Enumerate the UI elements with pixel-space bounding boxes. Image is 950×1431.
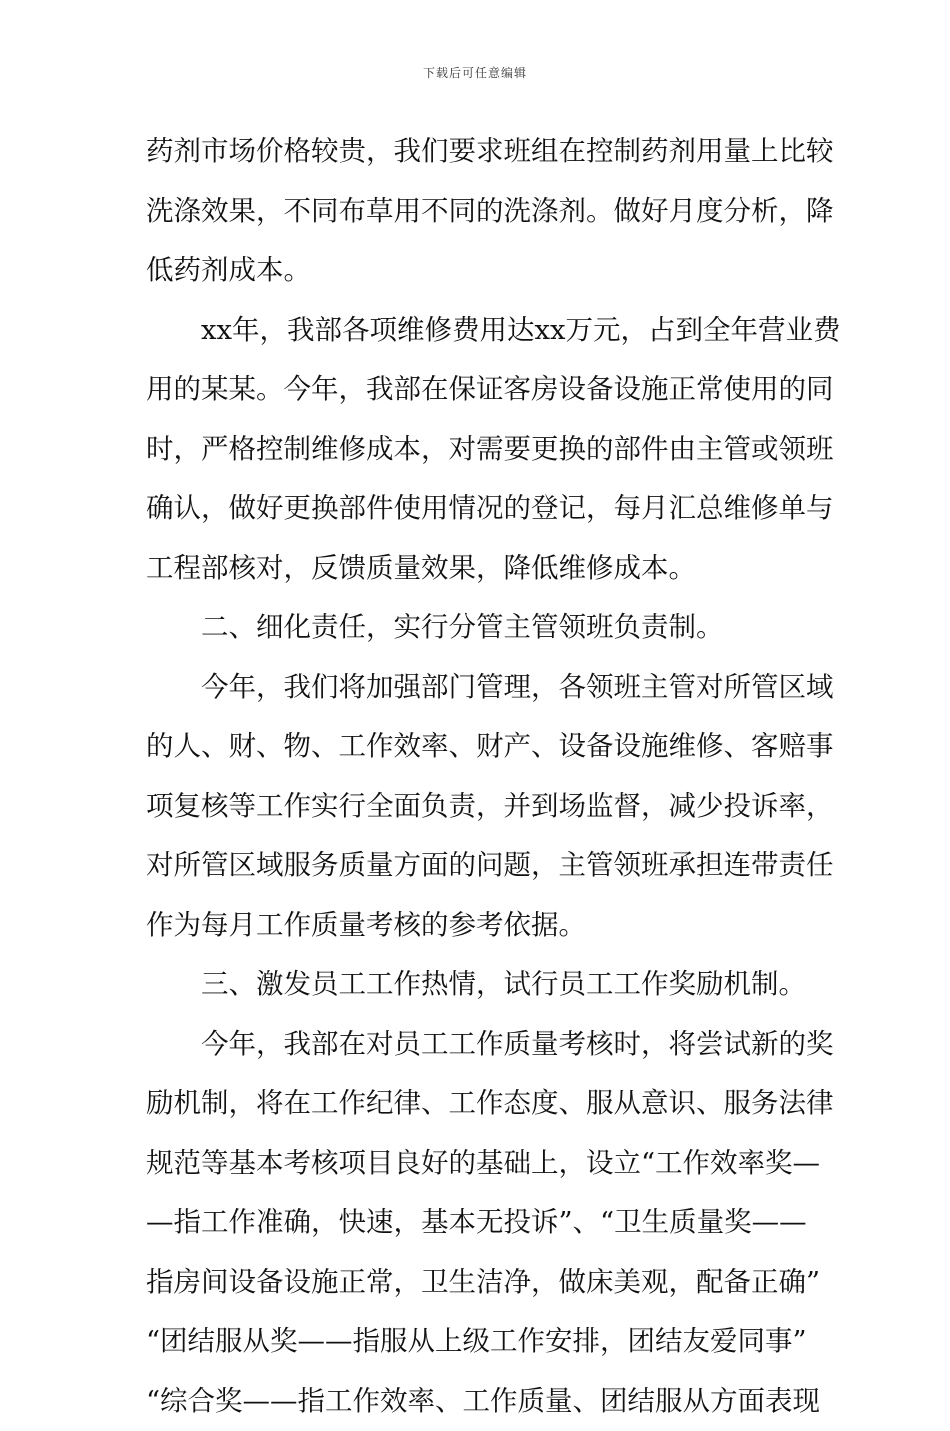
text-line: 低药剂成本。: [146, 241, 806, 301]
text-line: 时，严格控制维修成本，对需要更换的部件由主管或领班: [146, 420, 806, 480]
text-line: 作为每月工作质量考核的参考依据。: [146, 896, 806, 956]
text-line: “团结服从奖——指服从上级工作安排，团结友爱同事”: [146, 1312, 806, 1372]
page-header: 下载后可任意编辑: [0, 64, 950, 81]
text-line: 工程部核对，反馈质量效果，降低维修成本。: [146, 539, 806, 599]
text-line: —指工作准确，快速，基本无投诉”、“卫生质量奖——: [146, 1193, 806, 1253]
text-line: 规范等基本考核项目良好的基础上，设立“工作效率奖—: [146, 1134, 806, 1194]
text-line: 指房间设备设施正常，卫生洁净，做床美观，配备正确”: [146, 1253, 806, 1313]
section-heading: 三、激发员工工作热情，试行员工工作奖励机制。: [146, 955, 806, 1015]
text-line: 励机制，将在工作纪律、工作态度、服从意识、服务法律: [146, 1074, 806, 1134]
text-line: “综合奖——指工作效率、工作质量、团结服从方面表现: [146, 1372, 806, 1431]
text-line: 今年，我们将加强部门管理，各领班主管对所管区域: [146, 658, 806, 718]
text-line: 今年，我部在对员工工作质量考核时，将尝试新的奖: [146, 1015, 806, 1075]
section-heading: 二、细化责任，实行分管主管领班负责制。: [146, 598, 806, 658]
text-line: xx年，我部各项维修费用达xx万元，占到全年营业费: [146, 301, 806, 361]
text-line: 的人、财、物、工作效率、财产、设备设施维修、客赔事: [146, 717, 806, 777]
text-line: 对所管区域服务质量方面的问题，主管领班承担连带责任: [146, 836, 806, 896]
text-line: 项复核等工作实行全面负责，并到场监督，减少投诉率，: [146, 777, 806, 837]
text-line: 洗涤效果，不同布草用不同的洗涤剂。做好月度分析，降: [146, 182, 806, 242]
text-line: 确认，做好更换部件使用情况的登记，每月汇总维修单与: [146, 479, 806, 539]
text-line: 药剂市场价格较贵，我们要求班组在控制药剂用量上比较: [146, 122, 806, 182]
text-line: 用的某某。今年，我部在保证客房设备设施正常使用的同: [146, 360, 806, 420]
document-body: [146, 122, 806, 1431]
